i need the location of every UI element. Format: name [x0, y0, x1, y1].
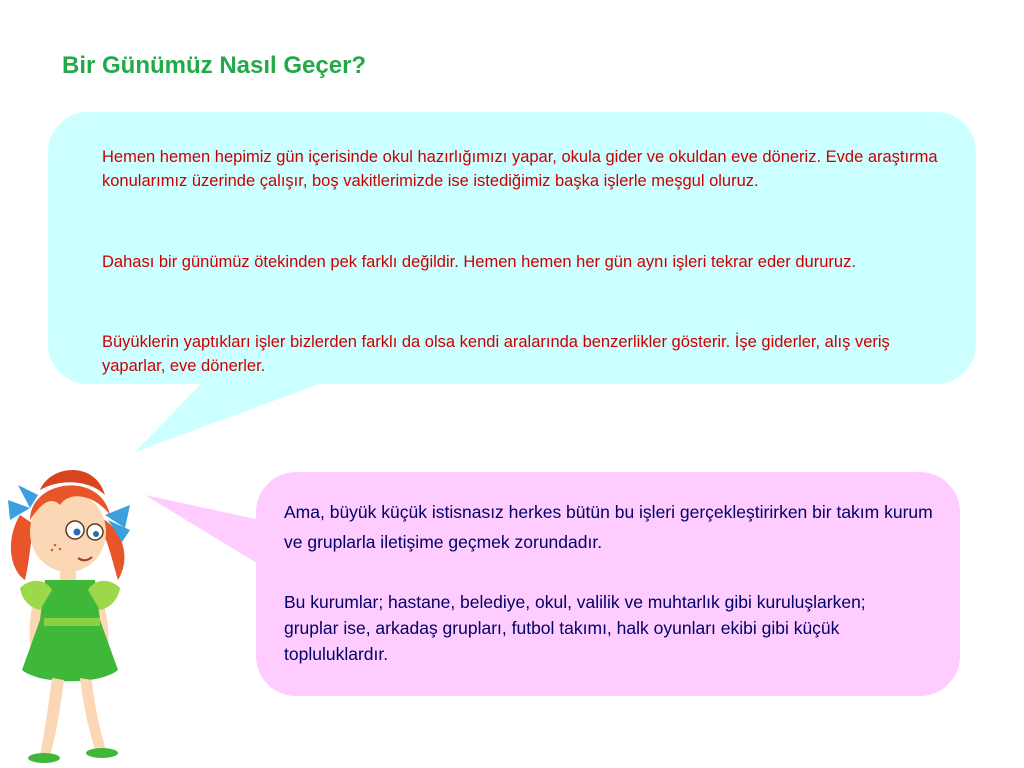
top-bubble-tail: [135, 380, 330, 452]
top-paragraph-1: Hemen hemen hepimiz gün içerisinde okul hazırlığımızı yapar, okula gider ve okuldan eve döneriz. Evde araştırma konularımız üzerinde çalışır, boş vakitlerimizde ise istediğimiz başka işlerle meşgul oluruz.: [102, 148, 938, 190]
page-title: Bir Günümüz Nasıl Geçer?: [62, 52, 367, 79]
bottom-paragraph-1: Ama, büyük küçük istisnasız herkes bütün bu işleri gerçekleştirirken bir takım kurum ve gruplarla iletişime geçmek zorundadır.: [284, 502, 933, 552]
girl-cartoon-icon: [0, 460, 150, 768]
bottom-paragraph-2: Bu kurumlar; hastane, belediye, okul, valilik ve muhtarlık gibi kuruluşlarken; gruplar ise, arkadaş grupları, futbol takımı, halk oyunları ekibi gibi küçük topluluklardır.: [284, 592, 866, 664]
top-paragraph-3: Büyüklerin yaptıkları işler bizlerden farklı da olsa kendi aralarında benzerlikler gösterir. İşe giderler, alış veriş yaparlar, eve dönerler.: [102, 333, 890, 375]
top-paragraph-2: Dahası bir günümüz ötekinden pek farklı değildir. Hemen hemen her gün aynı işleri tekrar eder dururuz.: [102, 253, 856, 271]
bottom-bubble-tail: [145, 495, 260, 565]
